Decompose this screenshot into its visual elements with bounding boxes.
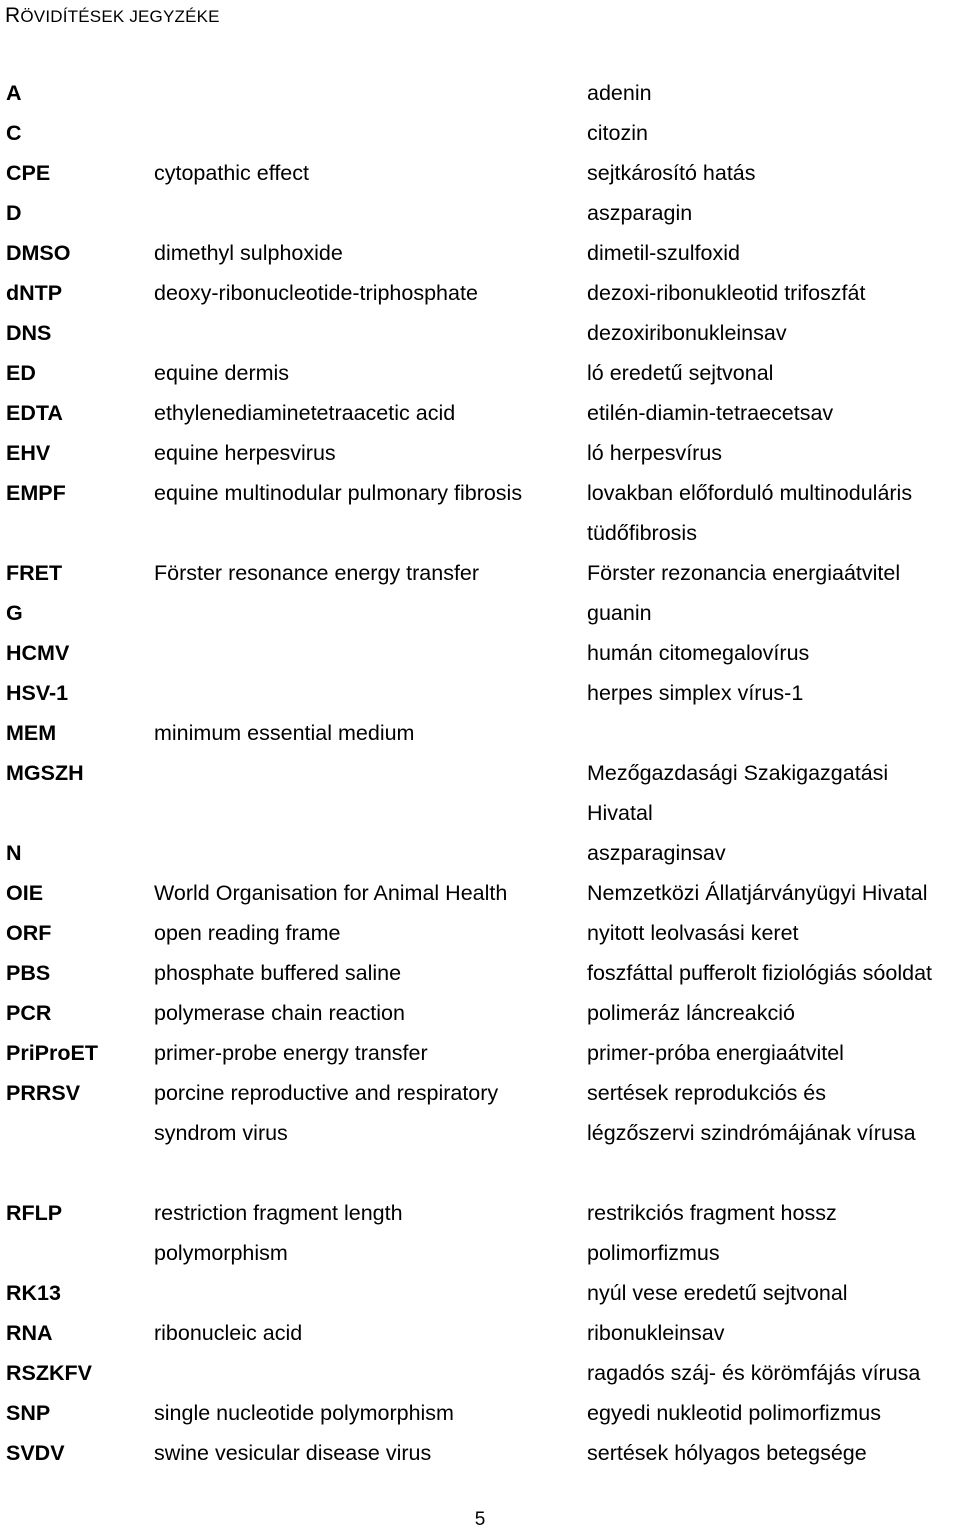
english-term: equine dermis	[154, 361, 290, 385]
abbreviation: SNP	[6, 1401, 51, 1425]
abbreviation: D	[6, 201, 22, 225]
abbreviation-row	[0, 113, 960, 153]
abbreviation-row	[0, 633, 960, 673]
hungarian-term: tüdőfibrosis	[587, 521, 697, 545]
english-term: ribonucleic acid	[154, 1321, 303, 1345]
english-term: equine herpesvirus	[154, 441, 336, 465]
english-term: World Organisation for Animal Health	[154, 881, 508, 905]
hungarian-term: sejtkárosító hatás	[587, 161, 756, 185]
abbreviation: MEM	[6, 721, 57, 745]
abbreviation: A	[6, 81, 22, 105]
english-term: dimethyl sulphoxide	[154, 241, 343, 265]
hungarian-term: ló eredetű sejtvonal	[587, 361, 774, 385]
title-first-letter: R	[5, 4, 21, 27]
abbreviation: EMPF	[6, 481, 66, 505]
abbreviation: EHV	[6, 441, 51, 465]
hungarian-term: ragadós száj- és körömfájás vírusa	[587, 1361, 921, 1385]
abbreviation-row	[0, 1073, 960, 1113]
abbreviation-row	[0, 393, 960, 433]
english-term: syndrom virus	[154, 1121, 288, 1145]
page-number: 5	[474, 1509, 486, 1530]
abbreviation-row	[0, 1393, 960, 1433]
hungarian-term: Förster rezonancia energiaátvitel	[587, 561, 901, 585]
abbreviation-row	[0, 473, 960, 513]
hungarian-term: ribonukleinsav	[587, 1321, 725, 1345]
hungarian-term: citozin	[587, 121, 648, 145]
hungarian-term: humán citomegalovírus	[587, 641, 810, 665]
abbreviation-row	[0, 1193, 960, 1233]
hungarian-term: sertések reprodukciós és	[587, 1081, 826, 1105]
abbreviation-row	[0, 793, 960, 833]
hungarian-term: egyedi nukleotid polimorfizmus	[587, 1401, 881, 1425]
abbreviation-row	[0, 553, 960, 593]
hungarian-term: aszparagin	[587, 201, 693, 225]
abbreviation: ED	[6, 361, 36, 385]
abbreviation: G	[6, 601, 23, 625]
abbreviation-row	[0, 153, 960, 193]
abbreviation-row	[0, 833, 960, 873]
abbreviation: HSV-1	[6, 681, 69, 705]
abbreviation: MGSZH	[6, 761, 84, 785]
abbreviation-row	[0, 313, 960, 353]
hungarian-term: ló herpesvírus	[587, 441, 723, 465]
abbreviation: PBS	[6, 961, 51, 985]
hungarian-term: Mezőgazdasági Szakigazgatási	[587, 761, 889, 785]
hungarian-term: herpes simplex vírus-1	[587, 681, 804, 705]
abbreviation-row	[0, 713, 960, 753]
hungarian-term: nyitott leolvasási keret	[587, 921, 799, 945]
abbreviation-list-second	[0, 1193, 960, 1473]
abbreviation-row	[0, 593, 960, 633]
abbreviation: RSZKFV	[6, 1361, 92, 1385]
abbreviation: RFLP	[6, 1201, 63, 1225]
hungarian-term: primer-próba energiaátvitel	[587, 1041, 844, 1065]
english-term: deoxy-ribonucleotide-triphosphate	[154, 281, 478, 305]
abbreviation-row	[0, 1033, 960, 1073]
abbreviation-row	[0, 1433, 960, 1473]
hungarian-term: polimeráz láncreakció	[587, 1001, 795, 1025]
english-term: swine vesicular disease virus	[154, 1441, 432, 1465]
english-term: phosphate buffered saline	[154, 961, 402, 985]
english-term: restriction fragment length	[154, 1201, 403, 1225]
abbreviation: PRRSV	[6, 1081, 81, 1105]
abbreviation-row	[0, 513, 960, 553]
abbreviation: EDTA	[6, 401, 63, 425]
abbreviation-row	[0, 1233, 960, 1273]
english-term: porcine reproductive and respiratory	[154, 1081, 499, 1105]
abbreviation-list-main	[0, 73, 960, 1153]
english-term: open reading frame	[154, 921, 341, 945]
abbreviation: FRET	[6, 561, 63, 585]
hungarian-term: Nemzetközi Állatjárványügyi Hivatal	[587, 881, 928, 905]
abbreviation-row	[0, 433, 960, 473]
hungarian-term: foszfáttal pufferolt fiziológiás sóoldat	[587, 961, 932, 985]
abbreviation-row	[0, 673, 960, 713]
abbreviation-row	[0, 753, 960, 793]
abbreviation: DNS	[6, 321, 52, 345]
abbreviation-row	[0, 1313, 960, 1353]
abbreviation-row	[0, 233, 960, 273]
abbreviation: RNA	[6, 1321, 53, 1345]
page-title	[5, 4, 220, 28]
abbreviation-row	[0, 193, 960, 233]
hungarian-term: lovakban előforduló multinoduláris	[587, 481, 913, 505]
abbreviation-row	[0, 873, 960, 913]
abbreviation: OIE	[6, 881, 44, 905]
hungarian-term: Hivatal	[587, 801, 653, 825]
abbreviation: RK13	[6, 1281, 61, 1305]
english-term: cytopathic effect	[154, 161, 309, 185]
hungarian-term: nyúl vese eredetű sejtvonal	[587, 1281, 848, 1305]
hungarian-term: légzőszervi szindrómájának vírusa	[587, 1121, 916, 1145]
english-term: polymerase chain reaction	[154, 1001, 405, 1025]
abbreviation: N	[6, 841, 22, 865]
abbreviation-row	[0, 1273, 960, 1313]
abbreviation-row	[0, 993, 960, 1033]
english-term: single nucleotide polymorphism	[154, 1401, 454, 1425]
abbreviation: C	[6, 121, 22, 145]
hungarian-term: dezoxiribonukleinsav	[587, 321, 787, 345]
abbreviation-row	[0, 1113, 960, 1153]
abbreviation-row	[0, 1353, 960, 1393]
abbreviation-row	[0, 953, 960, 993]
abbreviation: dNTP	[6, 281, 63, 305]
english-term: Förster resonance energy transfer	[154, 561, 480, 585]
abbreviation-row	[0, 273, 960, 313]
hungarian-term: sertések hólyagos betegsége	[587, 1441, 867, 1465]
title-rest: ÖVIDÍTÉSEK JEGYZÉKE	[20, 7, 220, 26]
hungarian-term: etilén-diamin-tetraecetsav	[587, 401, 834, 425]
abbreviation: CPE	[6, 161, 51, 185]
abbreviation: PCR	[6, 1001, 52, 1025]
english-term: ethylenediaminetetraacetic acid	[154, 401, 456, 425]
hungarian-term: guanin	[587, 601, 652, 625]
english-term: polymorphism	[154, 1241, 288, 1265]
abbreviation: PriProET	[6, 1041, 98, 1065]
abbreviation: ORF	[6, 921, 52, 945]
hungarian-term: aszparaginsav	[587, 841, 726, 865]
hungarian-term: adenin	[587, 81, 652, 105]
abbreviation-row	[0, 353, 960, 393]
hungarian-term: polimorfizmus	[587, 1241, 720, 1265]
english-term: equine multinodular pulmonary fibrosis	[154, 481, 523, 505]
abbreviation: DMSO	[6, 241, 71, 265]
abbreviation: HCMV	[6, 641, 70, 665]
abbreviation: SVDV	[6, 1441, 65, 1465]
english-term: primer-probe energy transfer	[154, 1041, 428, 1065]
english-term: minimum essential medium	[154, 721, 415, 745]
abbreviation-row	[0, 73, 960, 113]
hungarian-term: dezoxi-ribonukleotid trifoszfát	[587, 281, 866, 305]
abbreviation-row	[0, 913, 960, 953]
hungarian-term: dimetil-szulfoxid	[587, 241, 740, 265]
hungarian-term: restrikciós fragment hossz	[587, 1201, 837, 1225]
